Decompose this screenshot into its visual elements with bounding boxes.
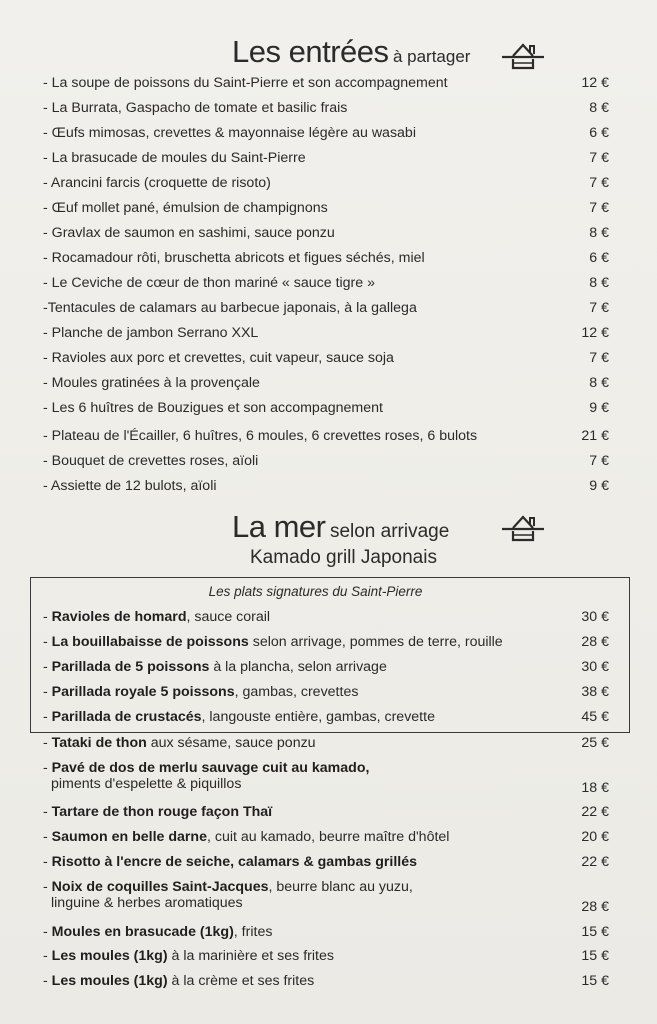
signatures-title: Les plats signatures du Saint-Pierre: [208, 584, 423, 599]
entrees-heading: [232, 34, 470, 70]
item-name-bold: Saumon en belle darne: [51, 829, 207, 845]
item-name-rest: , frites: [233, 924, 273, 940]
item-price: 30 €: [581, 609, 609, 625]
item-price: 7 €: [589, 350, 609, 366]
item-name-rest: à la plancha, selon arrivage: [209, 659, 387, 675]
item-price: 9 €: [589, 478, 609, 494]
item-name-bold: Tartare de thon rouge façon Thaï: [51, 804, 273, 820]
menu-item: [0, 973, 657, 995]
item-price: 18 €: [581, 780, 609, 796]
house-icon: [500, 512, 546, 542]
item-name: - Le Ceviche de cœur de thon mariné « sauce tigre »: [43, 275, 375, 291]
house-icon: [500, 40, 546, 70]
item-price: 28 €: [581, 899, 609, 915]
item-price: 30 €: [581, 659, 609, 675]
menu-item: [0, 225, 657, 247]
item-name-bold: Noix de coquilles Saint-Jacques: [51, 879, 269, 895]
item-name: - Moules gratinées à la provençale: [43, 375, 260, 391]
item-name-rest: selon arrivage, pommes de terre, rouille: [248, 634, 503, 650]
item-name: - Tataki de thon aux sésame, sauce ponzu: [43, 735, 316, 751]
signature-item: [0, 634, 657, 656]
item-name-rest: , langouste entière, gambas, crevette: [201, 709, 435, 725]
menu-item: [0, 125, 657, 147]
item-price: 7 €: [589, 200, 609, 216]
menu-item: [0, 400, 657, 422]
item-name-rest: à la crème et ses frites: [167, 973, 315, 989]
menu-item: [0, 175, 657, 197]
mer-heading: [232, 509, 449, 545]
item-price: 21 €: [581, 428, 609, 444]
entrees-subtitle: à partager: [392, 47, 471, 66]
menu-item: [0, 150, 657, 172]
item-name: - Risotto à l'encre de seiche, calamars & gambas grillés: [43, 854, 417, 870]
item-name-rest: à la marinière et ses frites: [167, 948, 334, 964]
item-name-rest: , cuit au kamado, beurre maître d'hôtel: [207, 829, 450, 845]
item-name-rest: , beurre blanc au yuzu,: [268, 879, 413, 895]
item-name-line2: linguine & herbes aromatiques: [51, 895, 243, 911]
item-name-bold: Parillada royale 5 poissons: [51, 684, 235, 700]
menu-item: [0, 275, 657, 297]
menu-item: [0, 453, 657, 475]
item-name-bold: Les moules (1kg): [51, 948, 168, 964]
item-name: - Planche de jambon Serrano XXL: [43, 325, 259, 341]
item-name-bold: Parillada de crustacés: [51, 709, 202, 725]
item-name: - La bouillabaisse de poissons selon arrivage, pommes de terre, rouille: [43, 634, 503, 650]
item-price: 6 €: [589, 125, 609, 141]
menu-item: [0, 375, 657, 397]
menu-item: [0, 250, 657, 272]
item-name-bold: Pavé de dos de merlu sauvage cuit au kamado,: [51, 760, 370, 776]
signature-item: [0, 609, 657, 631]
item-name: - Moules en brasucade (1kg), frites: [43, 924, 273, 940]
item-name: - Gravlax de saumon en sashimi, sauce ponzu: [43, 225, 335, 241]
item-name-bold: Tataki de thon: [51, 735, 147, 751]
signature-item: [0, 659, 657, 681]
item-name: - La Burrata, Gaspacho de tomate et basilic frais: [43, 100, 348, 116]
item-name: - Bouquet de crevettes roses, aïoli: [43, 453, 259, 469]
item-price: 20 €: [581, 829, 609, 845]
menu-item: [0, 478, 657, 500]
item-name: - Noix de coquilles Saint-Jacques, beurre blanc au yuzu, linguine & herbes aromatiques: [43, 879, 413, 911]
mer-subtitle: selon arrivage: [329, 521, 450, 542]
item-name-rest: , gambas, crevettes: [234, 684, 359, 700]
item-name: - Arancini farcis (croquette de risoto): [43, 175, 271, 191]
item-price: 22 €: [581, 804, 609, 820]
item-name: - Les moules (1kg) à la marinière et ses frites: [43, 948, 334, 964]
item-price: 7 €: [589, 300, 609, 316]
signature-item: [0, 684, 657, 706]
menu-item: [0, 350, 657, 372]
item-name: - Tartare de thon rouge façon Thaï: [43, 804, 273, 820]
item-name: - La soupe de poissons du Saint-Pierre et son accompagnement: [43, 75, 448, 91]
item-name: - Plateau de l'Écailler, 6 huîtres, 6 moules, 6 crevettes roses, 6 bulots: [43, 428, 478, 444]
menu-item: [0, 760, 657, 796]
entrees-title: Les entrées: [232, 34, 389, 69]
item-name: - Les moules (1kg) à la crème et ses frites: [43, 973, 315, 989]
item-name: - Pavé de dos de merlu sauvage cuit au kamado, piments d'espelette & piquillos: [43, 760, 370, 792]
item-name-line2: piments d'espelette & piquillos: [51, 776, 242, 792]
item-name: - Parillada de crustacés, langouste entière, gambas, crevette: [43, 709, 435, 725]
item-name: -Tentacules de calamars au barbecue japonais, à la gallega: [43, 300, 417, 316]
menu-item: [0, 735, 657, 757]
item-price: 15 €: [581, 948, 609, 964]
item-name: - Ravioles de homard, sauce corail: [43, 609, 271, 625]
item-price: 8 €: [589, 225, 609, 241]
item-price: 8 €: [589, 375, 609, 391]
mer-tagline: Kamado grill Japonais: [250, 547, 437, 568]
item-name: - Ravioles aux porc et crevettes, cuit vapeur, sauce soja: [43, 350, 394, 366]
mer-title: La mer: [232, 509, 326, 544]
item-price: 38 €: [581, 684, 609, 700]
item-name: - Œufs mimosas, crevettes & mayonnaise légère au wasabi: [43, 125, 416, 141]
item-name-rest: , sauce corail: [186, 609, 271, 625]
item-price: 22 €: [581, 854, 609, 870]
item-name: - Parillada royale 5 poissons, gambas, crevettes: [43, 684, 359, 700]
item-price: 9 €: [589, 400, 609, 416]
item-name: - Parillada de 5 poissons à la plancha, selon arrivage: [43, 659, 387, 675]
menu-item: [0, 948, 657, 970]
item-name-bold: Les moules (1kg): [51, 973, 168, 989]
item-name: - Saumon en belle darne, cuit au kamado, beurre maître d'hôtel: [43, 829, 450, 845]
menu-item: [0, 854, 657, 876]
menu-item: [0, 428, 657, 450]
item-price: 8 €: [589, 100, 609, 116]
item-price: 7 €: [589, 453, 609, 469]
item-price: 7 €: [589, 175, 609, 191]
menu-item: [0, 200, 657, 222]
menu-item: [0, 804, 657, 826]
item-price: 28 €: [581, 634, 609, 650]
item-name: - Les 6 huîtres de Bouzigues et son accompagnement: [43, 400, 383, 416]
signature-item: [0, 709, 657, 731]
menu-item: [0, 829, 657, 851]
item-name-bold: Parillada de 5 poissons: [51, 659, 210, 675]
item-price: 12 €: [581, 325, 609, 341]
menu-item: [0, 300, 657, 322]
item-price: 12 €: [581, 75, 609, 91]
item-name-bold: La bouillabaisse de poissons: [51, 634, 249, 650]
item-price: 15 €: [581, 924, 609, 940]
item-name-rest: aux sésame, sauce ponzu: [146, 735, 316, 751]
item-price: 8 €: [589, 275, 609, 291]
item-price: 7 €: [589, 150, 609, 166]
item-price: 15 €: [581, 973, 609, 989]
menu-item: [0, 100, 657, 122]
item-name-bold: Moules en brasucade (1kg): [51, 924, 234, 940]
item-price: 6 €: [589, 250, 609, 266]
item-name: - Œuf mollet pané, émulsion de champignons: [43, 200, 328, 216]
item-price: 25 €: [581, 735, 609, 751]
item-name: - La brasucade de moules du Saint-Pierre: [43, 150, 306, 166]
item-name: - Assiette de 12 bulots, aïoli: [43, 478, 217, 494]
item-name: - Rocamadour rôti, bruschetta abricots et figues séchés, miel: [43, 250, 425, 266]
item-name-bold: Risotto à l'encre de seiche, calamars & gambas grillés: [51, 854, 417, 870]
item-name-bold: Ravioles de homard: [51, 609, 187, 625]
menu-item: [0, 879, 657, 915]
item-price: 45 €: [581, 709, 609, 725]
menu-item: [0, 325, 657, 347]
menu-item: [0, 75, 657, 97]
menu-item: [0, 924, 657, 946]
